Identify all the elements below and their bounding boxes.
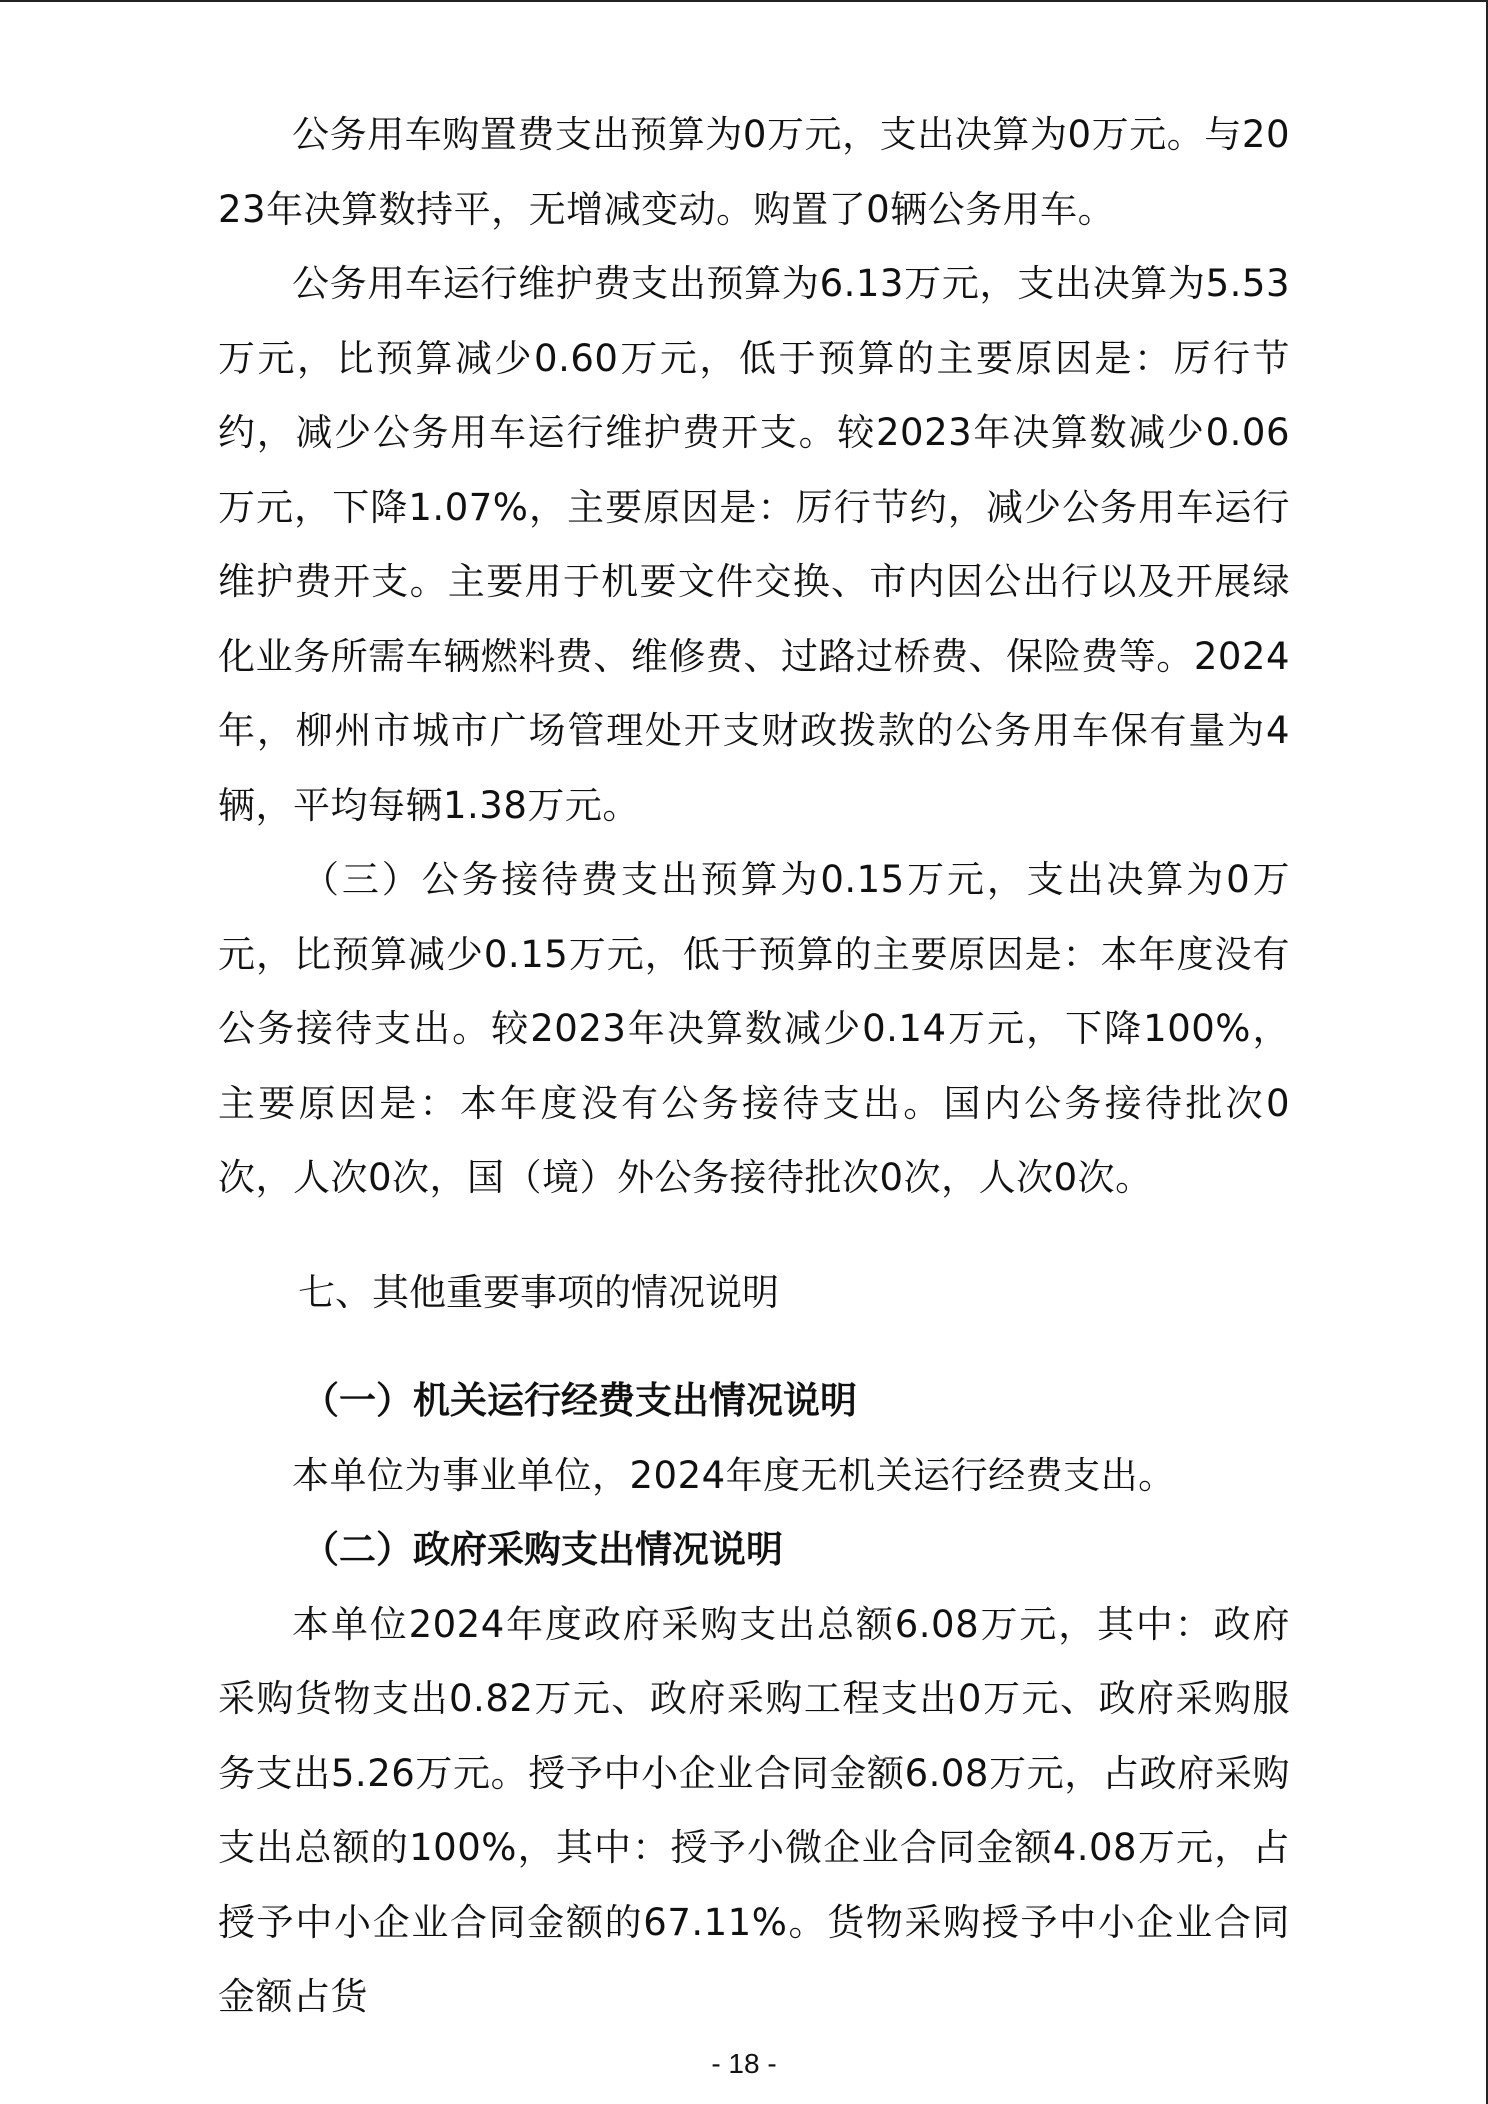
page-content — [218, 98, 1290, 2035]
paragraph-vehicle-maintenance: 公务用车运行维护费支出预算为6.13万元，支出决算为5.53万元，比预算减少0.60万元，低于预算的主要原因是：厉行节约，减少公务用车运行维护费开支。较2023年决算数减少0.06万元，下降1.07%，主要原因是：厉行节约，减少公务用车运行维护费开支。主要用于机要文件交换、市内因公出行以及开展绿化业务所需车辆燃料费、维修费、过路过桥费、保险费等。2024年，柳州市城市广场管理处开支财政拨款的公务用车保有量为4辆，平均每辆1.38万元。 — [218, 262, 1290, 827]
subheading-procurement: （二）政府采购支出情况说明 — [302, 1528, 783, 1571]
subheading-operating-expense: （一）机关运行经费支出情况说明 — [302, 1379, 857, 1422]
paragraph-operating-expense: 本单位为事业单位，2024年度无机关运行经费支出。 — [292, 1453, 1176, 1497]
section-heading-other-matters: 七、其他重要事项的情况说明 — [298, 1270, 779, 1314]
paragraph-procurement: 本单位2024年度政府采购支出总额6.08万元，其中：政府采购货物支出0.82万元、政府采购工程支出0万元、政府采购服务支出5.26万元。授予中小企业合同金额6.08万元，占政府采购支出总额的100%，其中：授予小微企业合同金额4.08万元，占授予中小企业合同金额的67.11%。货物采购授予中小企业合同金额占货 — [218, 1602, 1290, 2018]
paragraph-reception-expense: （三）公务接待费支出预算为0.15万元，支出决算为0万元，比预算减少0.15万元，低于预算的主要原因是：本年度没有公务接待支出。较2023年决算数减少0.14万元，下降100%，主要原因是：本年度没有公务接待支出。国内公务接待批次0次，人次0次，国（境）外公务接待批次0次，人次0次。 — [218, 858, 1290, 1199]
paragraph-vehicle-purchase: 公务用车购置费支出预算为0万元，支出决算为0万元。与2023年决算数持平，无增减变动。购置了0辆公务用车。 — [218, 113, 1290, 231]
page-number: - 18 - — [711, 2048, 777, 2079]
